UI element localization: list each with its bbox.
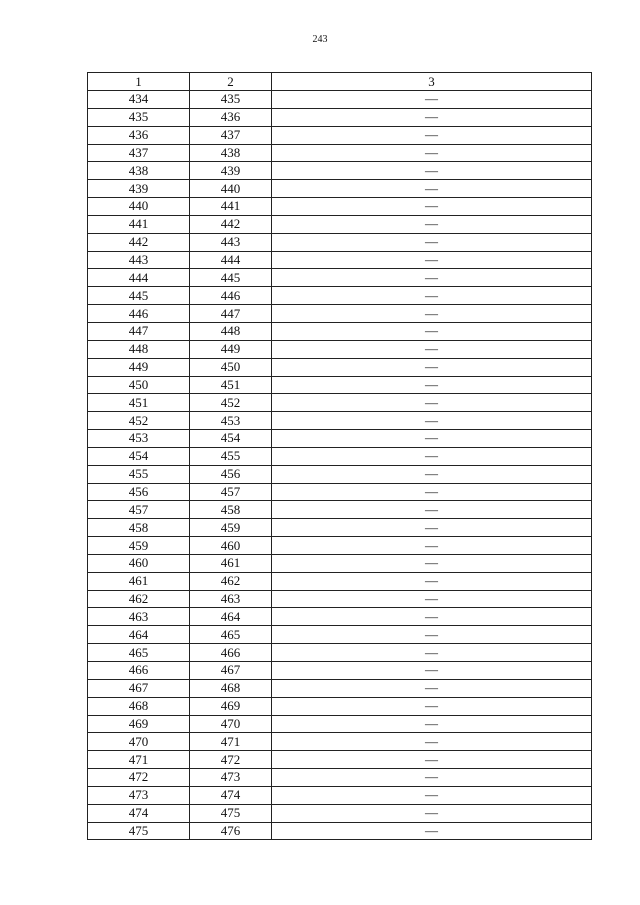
table-header bbox=[88, 73, 592, 91]
table-cell-col-1: 457 bbox=[88, 501, 190, 519]
table-cell-col-1: 459 bbox=[88, 537, 190, 555]
table-cell-col-2: 442 bbox=[190, 215, 272, 233]
table-row bbox=[88, 554, 592, 572]
table-cell-col-3: — bbox=[272, 501, 592, 519]
table-cell-col-3: — bbox=[272, 251, 592, 269]
table-row bbox=[88, 144, 592, 162]
table-row bbox=[88, 91, 592, 109]
table-cell-col-1: 454 bbox=[88, 447, 190, 465]
table-row bbox=[88, 662, 592, 680]
table-cell-col-1: 439 bbox=[88, 180, 190, 198]
table-cell-col-1: 474 bbox=[88, 804, 190, 822]
table-cell-col-3: — bbox=[272, 590, 592, 608]
table-cell-col-1: 468 bbox=[88, 697, 190, 715]
table-row bbox=[88, 608, 592, 626]
table-cell-col-2: 472 bbox=[190, 751, 272, 769]
table-row bbox=[88, 501, 592, 519]
table-cell-col-1: 449 bbox=[88, 358, 190, 376]
table-cell-col-2: 463 bbox=[190, 590, 272, 608]
table-cell-col-1: 458 bbox=[88, 519, 190, 537]
page-number: 243 bbox=[312, 34, 328, 45]
table-cell-col-3: — bbox=[272, 144, 592, 162]
table-cell-col-2: 473 bbox=[190, 769, 272, 787]
table-cell-col-2: 441 bbox=[190, 198, 272, 216]
table-row bbox=[88, 358, 592, 376]
table-cell-col-1: 442 bbox=[88, 233, 190, 251]
table-cell-col-2: 452 bbox=[190, 394, 272, 412]
header-row bbox=[88, 73, 592, 91]
table-row bbox=[88, 162, 592, 180]
table-cell-col-1: 469 bbox=[88, 715, 190, 733]
table-cell-col-3: — bbox=[272, 215, 592, 233]
table-cell-col-3: — bbox=[272, 554, 592, 572]
table-cell-col-3: — bbox=[272, 394, 592, 412]
table-cell-col-1: 471 bbox=[88, 751, 190, 769]
table-row bbox=[88, 322, 592, 340]
table-cell-col-1: 462 bbox=[88, 590, 190, 608]
table-cell-col-2: 435 bbox=[190, 91, 272, 109]
table-row bbox=[88, 786, 592, 804]
table-row bbox=[88, 340, 592, 358]
table-cell-col-1: 436 bbox=[88, 126, 190, 144]
table-cell-col-2: 467 bbox=[190, 662, 272, 680]
table-cell-col-2: 468 bbox=[190, 679, 272, 697]
table-cell-col-3: — bbox=[272, 733, 592, 751]
table-cell-col-2: 440 bbox=[190, 180, 272, 198]
table-cell-col-1: 453 bbox=[88, 430, 190, 448]
table-cell-col-1: 434 bbox=[88, 91, 190, 109]
table-cell-col-2: 459 bbox=[190, 519, 272, 537]
table-cell-col-3: — bbox=[272, 412, 592, 430]
table-cell-col-3: — bbox=[272, 162, 592, 180]
table-cell-col-2: 444 bbox=[190, 251, 272, 269]
table-cell-col-1: 444 bbox=[88, 269, 190, 287]
table-cell-col-3: — bbox=[272, 376, 592, 394]
table-cell-col-3: — bbox=[272, 322, 592, 340]
table-cell-col-2: 438 bbox=[190, 144, 272, 162]
table-cell-col-3: — bbox=[272, 537, 592, 555]
table-cell-col-2: 450 bbox=[190, 358, 272, 376]
table-cell-col-3: — bbox=[272, 626, 592, 644]
table-cell-col-1: 472 bbox=[88, 769, 190, 787]
table-cell-col-1: 466 bbox=[88, 662, 190, 680]
table-cell-col-1: 440 bbox=[88, 198, 190, 216]
table-cell-col-1: 467 bbox=[88, 679, 190, 697]
table-cell-col-1: 443 bbox=[88, 251, 190, 269]
table-cell-col-3: — bbox=[272, 697, 592, 715]
table-row bbox=[88, 126, 592, 144]
table-cell-col-3: — bbox=[272, 180, 592, 198]
table-cell-col-2: 446 bbox=[190, 287, 272, 305]
table-cell-col-1: 450 bbox=[88, 376, 190, 394]
table-row bbox=[88, 733, 592, 751]
table-cell-col-2: 439 bbox=[190, 162, 272, 180]
table-cell-col-2: 454 bbox=[190, 430, 272, 448]
table-cell-col-1: 446 bbox=[88, 305, 190, 323]
table-cell-col-3: — bbox=[272, 269, 592, 287]
table-row bbox=[88, 198, 592, 216]
table-row bbox=[88, 394, 592, 412]
table-row bbox=[88, 751, 592, 769]
table-cell-col-1: 435 bbox=[88, 108, 190, 126]
table-cell-col-3: — bbox=[272, 644, 592, 662]
table-cell-col-1: 455 bbox=[88, 465, 190, 483]
table-cell-col-1: 448 bbox=[88, 340, 190, 358]
table-row bbox=[88, 679, 592, 697]
table-cell-col-1: 437 bbox=[88, 144, 190, 162]
table-row bbox=[88, 465, 592, 483]
table-cell-col-1: 451 bbox=[88, 394, 190, 412]
table-cell-col-3: — bbox=[272, 198, 592, 216]
table-cell-col-2: 449 bbox=[190, 340, 272, 358]
table-row bbox=[88, 447, 592, 465]
table-cell-col-2: 445 bbox=[190, 269, 272, 287]
table-cell-col-3: — bbox=[272, 679, 592, 697]
table-cell-col-2: 471 bbox=[190, 733, 272, 751]
table-row bbox=[88, 233, 592, 251]
table-cell-col-3: — bbox=[272, 233, 592, 251]
table-row bbox=[88, 483, 592, 501]
table-cell-col-3: — bbox=[272, 108, 592, 126]
table-cell-col-2: 465 bbox=[190, 626, 272, 644]
table-row bbox=[88, 376, 592, 394]
table-cell-col-3: — bbox=[272, 786, 592, 804]
table-cell-col-3: — bbox=[272, 447, 592, 465]
table-cell-col-3: — bbox=[272, 751, 592, 769]
table-cell-col-2: 443 bbox=[190, 233, 272, 251]
table-row bbox=[88, 537, 592, 555]
table-cell-col-2: 453 bbox=[190, 412, 272, 430]
table-cell-col-1: 438 bbox=[88, 162, 190, 180]
table-cell-col-1: 445 bbox=[88, 287, 190, 305]
table-row bbox=[88, 430, 592, 448]
table-row bbox=[88, 697, 592, 715]
data-table-container bbox=[87, 72, 591, 840]
table-cell-col-2: 474 bbox=[190, 786, 272, 804]
table-cell-col-1: 452 bbox=[88, 412, 190, 430]
table-cell-col-2: 476 bbox=[190, 822, 272, 840]
table-cell-col-3: — bbox=[272, 358, 592, 376]
table-row bbox=[88, 590, 592, 608]
table-cell-col-1: 463 bbox=[88, 608, 190, 626]
table-cell-col-1: 456 bbox=[88, 483, 190, 501]
column-header-1: 1 bbox=[88, 73, 190, 91]
table-cell-col-3: — bbox=[272, 662, 592, 680]
table-cell-col-3: — bbox=[272, 715, 592, 733]
table-cell-col-1: 460 bbox=[88, 554, 190, 572]
table-cell-col-2: 457 bbox=[190, 483, 272, 501]
column-header-2: 2 bbox=[190, 73, 272, 91]
table-cell-col-3: — bbox=[272, 804, 592, 822]
table-cell-col-2: 451 bbox=[190, 376, 272, 394]
table-cell-col-1: 475 bbox=[88, 822, 190, 840]
table-row bbox=[88, 180, 592, 198]
table-cell-col-1: 461 bbox=[88, 572, 190, 590]
table-cell-col-2: 469 bbox=[190, 697, 272, 715]
table-cell-col-3: — bbox=[272, 91, 592, 109]
table-cell-col-1: 470 bbox=[88, 733, 190, 751]
table-cell-col-2: 447 bbox=[190, 305, 272, 323]
table-row bbox=[88, 769, 592, 787]
table-row bbox=[88, 519, 592, 537]
table-row bbox=[88, 572, 592, 590]
column-header-3: 3 bbox=[272, 73, 592, 91]
table-cell-col-3: — bbox=[272, 483, 592, 501]
table-cell-col-2: 462 bbox=[190, 572, 272, 590]
table-cell-col-2: 460 bbox=[190, 537, 272, 555]
table-cell-col-2: 461 bbox=[190, 554, 272, 572]
table-cell-col-2: 458 bbox=[190, 501, 272, 519]
table-row bbox=[88, 269, 592, 287]
table-row bbox=[88, 108, 592, 126]
table-cell-col-3: — bbox=[272, 519, 592, 537]
table-cell-col-1: 473 bbox=[88, 786, 190, 804]
table-cell-col-1: 465 bbox=[88, 644, 190, 662]
table-row bbox=[88, 804, 592, 822]
table-row bbox=[88, 305, 592, 323]
table-cell-col-3: — bbox=[272, 822, 592, 840]
table-cell-col-3: — bbox=[272, 305, 592, 323]
table-cell-col-3: — bbox=[272, 287, 592, 305]
table-row bbox=[88, 626, 592, 644]
table-cell-col-2: 437 bbox=[190, 126, 272, 144]
table-row bbox=[88, 822, 592, 840]
table-cell-col-3: — bbox=[272, 572, 592, 590]
table-cell-col-2: 456 bbox=[190, 465, 272, 483]
table-cell-col-3: — bbox=[272, 465, 592, 483]
table-cell-col-2: 436 bbox=[190, 108, 272, 126]
table-cell-col-1: 464 bbox=[88, 626, 190, 644]
table-row bbox=[88, 251, 592, 269]
data-table bbox=[87, 72, 592, 840]
table-row bbox=[88, 215, 592, 233]
table-cell-col-3: — bbox=[272, 430, 592, 448]
table-cell-col-3: — bbox=[272, 608, 592, 626]
table-cell-col-2: 464 bbox=[190, 608, 272, 626]
table-cell-col-2: 475 bbox=[190, 804, 272, 822]
table-row bbox=[88, 715, 592, 733]
table-cell-col-2: 455 bbox=[190, 447, 272, 465]
table-row bbox=[88, 644, 592, 662]
table-cell-col-2: 470 bbox=[190, 715, 272, 733]
table-row bbox=[88, 412, 592, 430]
table-body bbox=[88, 91, 592, 840]
table-cell-col-1: 441 bbox=[88, 215, 190, 233]
table-cell-col-3: — bbox=[272, 769, 592, 787]
table-cell-col-2: 466 bbox=[190, 644, 272, 662]
table-cell-col-3: — bbox=[272, 340, 592, 358]
table-cell-col-3: — bbox=[272, 126, 592, 144]
table-cell-col-2: 448 bbox=[190, 322, 272, 340]
table-row bbox=[88, 287, 592, 305]
table-cell-col-1: 447 bbox=[88, 322, 190, 340]
